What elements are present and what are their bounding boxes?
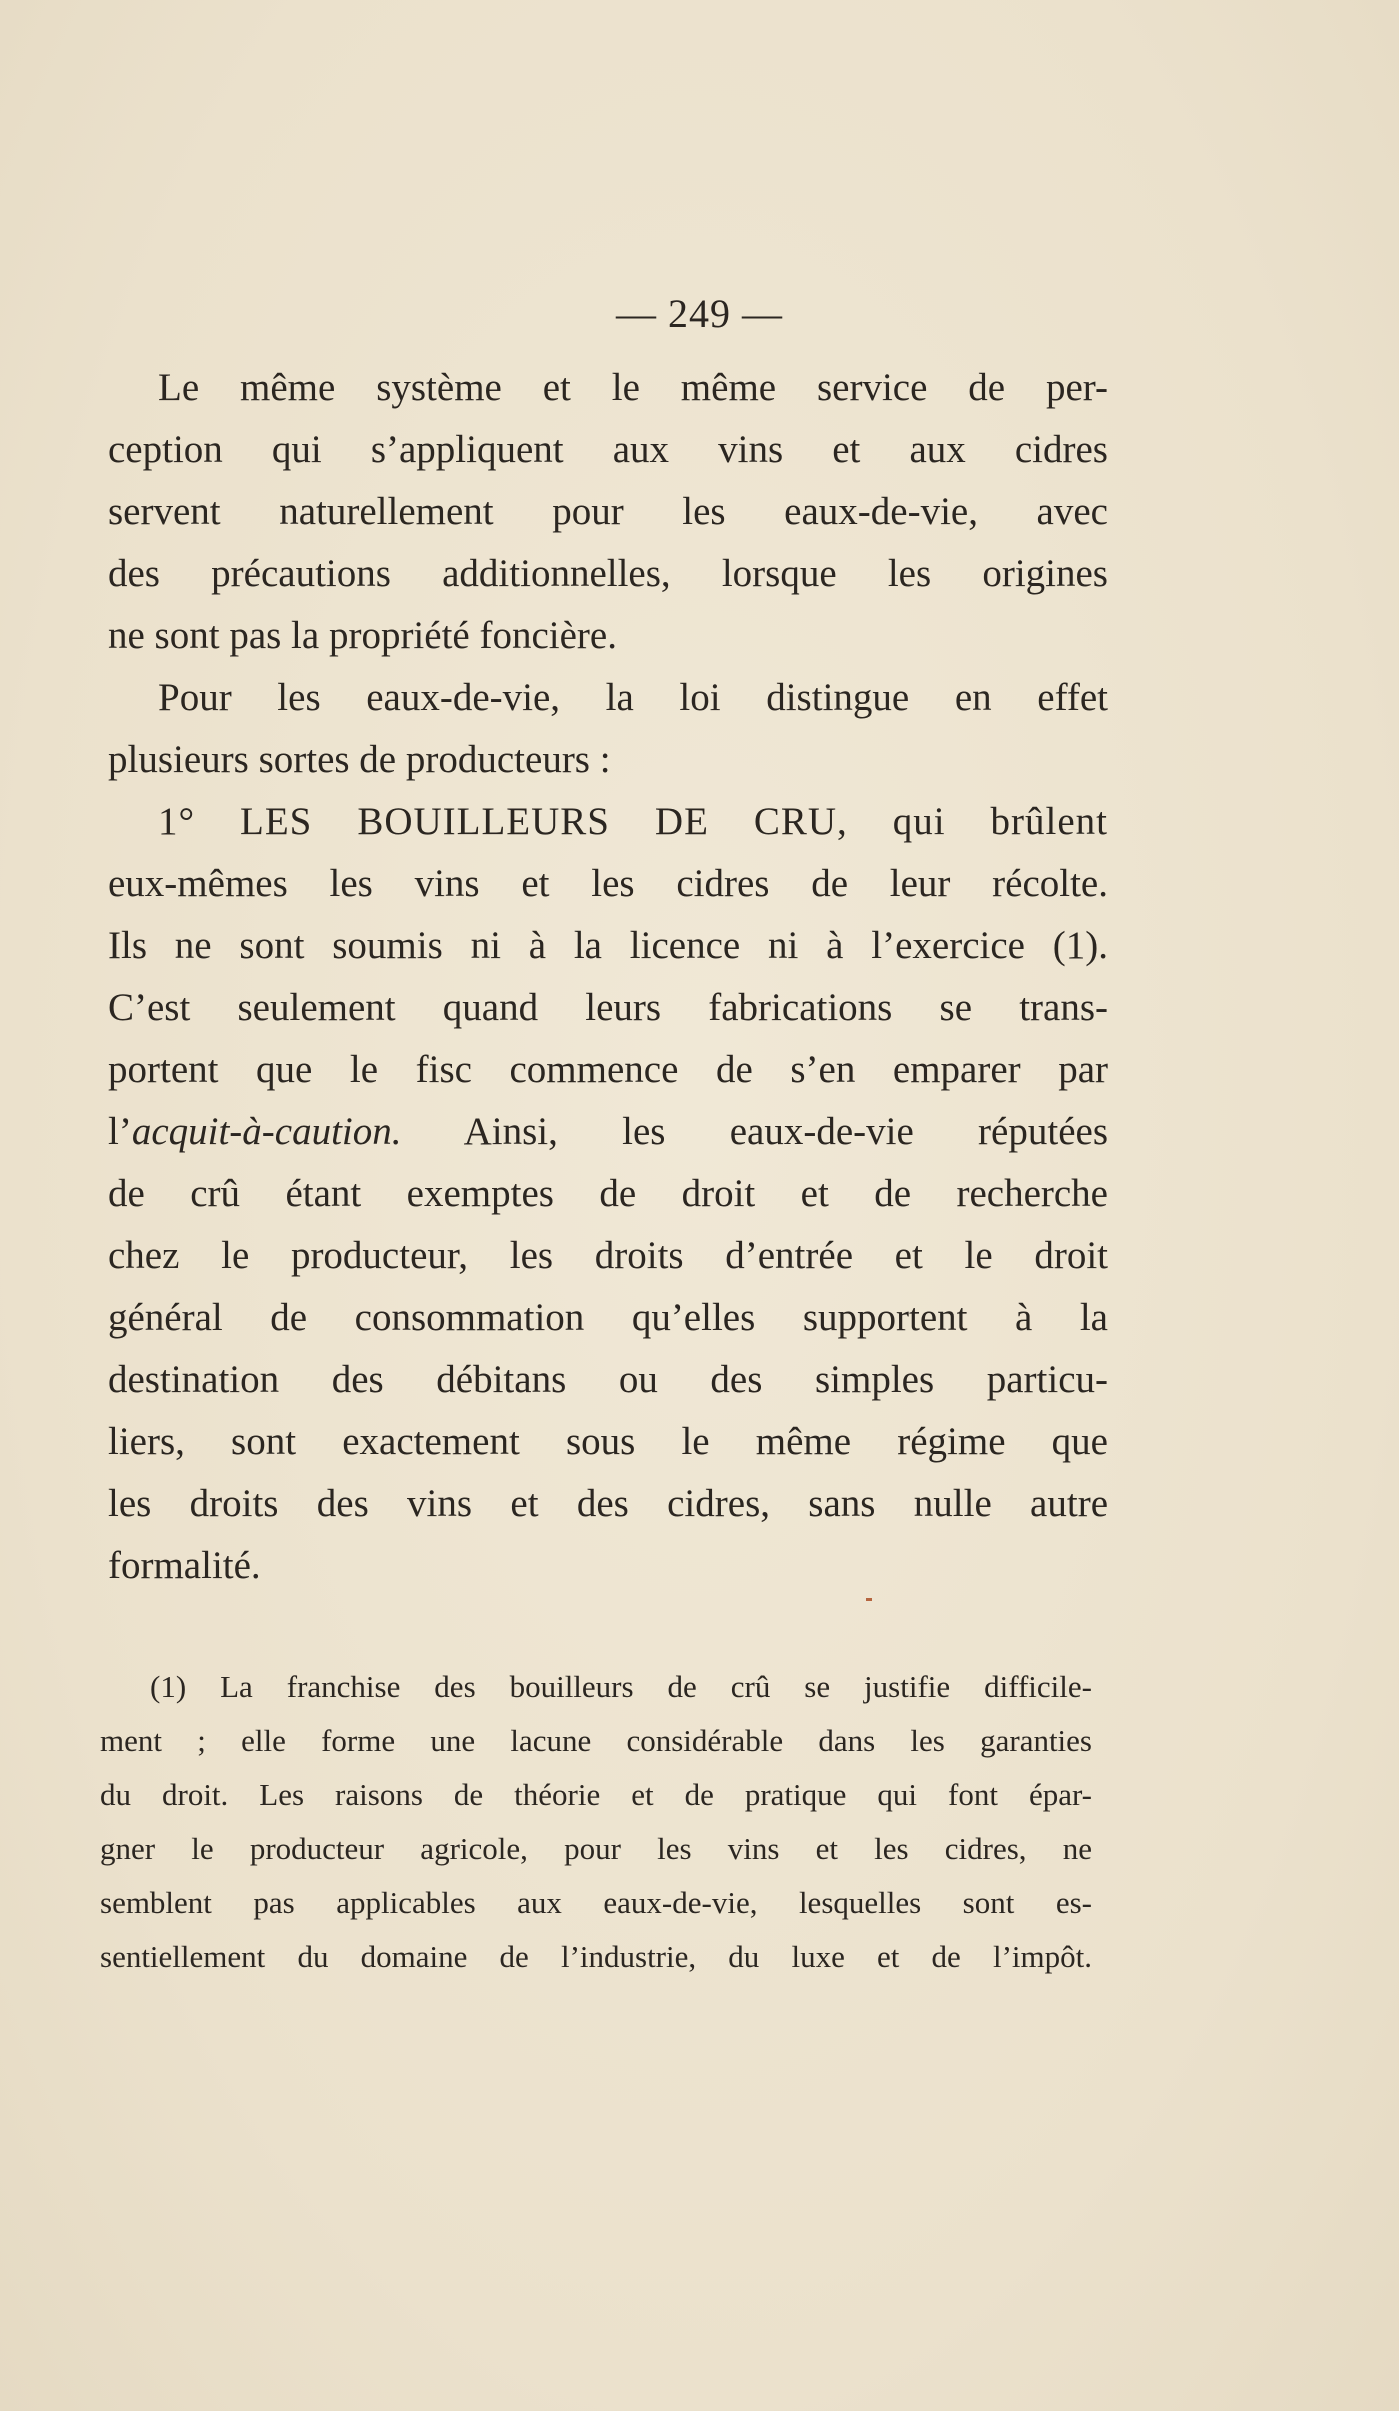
text-line: liers, sont exactement sous le même régime que xyxy=(108,1420,1108,1463)
text-line: destination des débitans ou des simples particu- xyxy=(108,1358,1108,1401)
text-line: les droits des vins et des cidres, sans nulle autre xyxy=(108,1482,1108,1525)
text-line: de crû étant exemptes de droit et de recherche xyxy=(108,1172,1108,1215)
footnote xyxy=(100,1660,1092,1984)
text-line: chez le producteur, les droits d’entrée et le droit xyxy=(108,1234,1108,1277)
text-line: Ils ne sont soumis ni à la licence ni à l’exercice (1). xyxy=(108,924,1108,967)
footnote-line: (1) La franchise des bouilleurs de crû se justifie difficile- xyxy=(150,1669,1092,1704)
footnote-line: ment ; elle forme une lacune considérable dans les garanties xyxy=(100,1723,1092,1758)
text-line: général de consommation qu’elles supportent à la xyxy=(108,1296,1108,1339)
footnote-line: gner le producteur agricole, pour les vins et les cidres, ne xyxy=(100,1831,1092,1866)
text-line: eux-mêmes les vins et les cidres de leur récolte. xyxy=(108,862,1108,905)
text-line-with-italic xyxy=(108,1101,1108,1163)
text-line: portent que le fisc commence de s’en emparer par xyxy=(108,1048,1108,1091)
body-text xyxy=(108,357,1108,1597)
text-line: plusieurs sortes de producteurs : xyxy=(108,738,611,781)
text-line: Le même système et le même service de per- xyxy=(158,366,1108,409)
text-line: ception qui s’appliquent aux vins et aux cidres xyxy=(108,428,1108,471)
text-fragment: Ainsi, les eaux-de-vie réputées xyxy=(401,1110,1108,1153)
footnote-line: sentiellement du domaine de l’industrie, du luxe et de l’impôt. xyxy=(100,1939,1092,1974)
footnote-line: semblent pas applicables aux eaux-de-vie, lesquelles sont es- xyxy=(100,1885,1092,1920)
page-number: — 249 — xyxy=(616,291,783,336)
italic-term: acquit-à-caution. xyxy=(131,1110,402,1153)
text-fragment: l’ xyxy=(108,1110,132,1153)
text-line: C’est seulement quand leurs fabrications se trans- xyxy=(108,986,1108,1029)
text-line: Pour les eaux-de-vie, la loi distingue en effet xyxy=(158,676,1108,719)
footnote-line: du droit. Les raisons de théorie et de pratique qui font épar- xyxy=(100,1777,1092,1812)
text-line: formalité. xyxy=(108,1544,261,1587)
ink-speck xyxy=(866,1598,872,1601)
text-line: des précautions additionnelles, lorsque les origines xyxy=(108,552,1108,595)
text-line: ne sont pas la propriété foncière. xyxy=(108,614,617,657)
text-line: 1° LES BOUILLEURS DE CRU, qui brûlent xyxy=(158,800,1108,843)
text-line: servent naturellement pour les eaux-de-vie, avec xyxy=(108,490,1108,533)
